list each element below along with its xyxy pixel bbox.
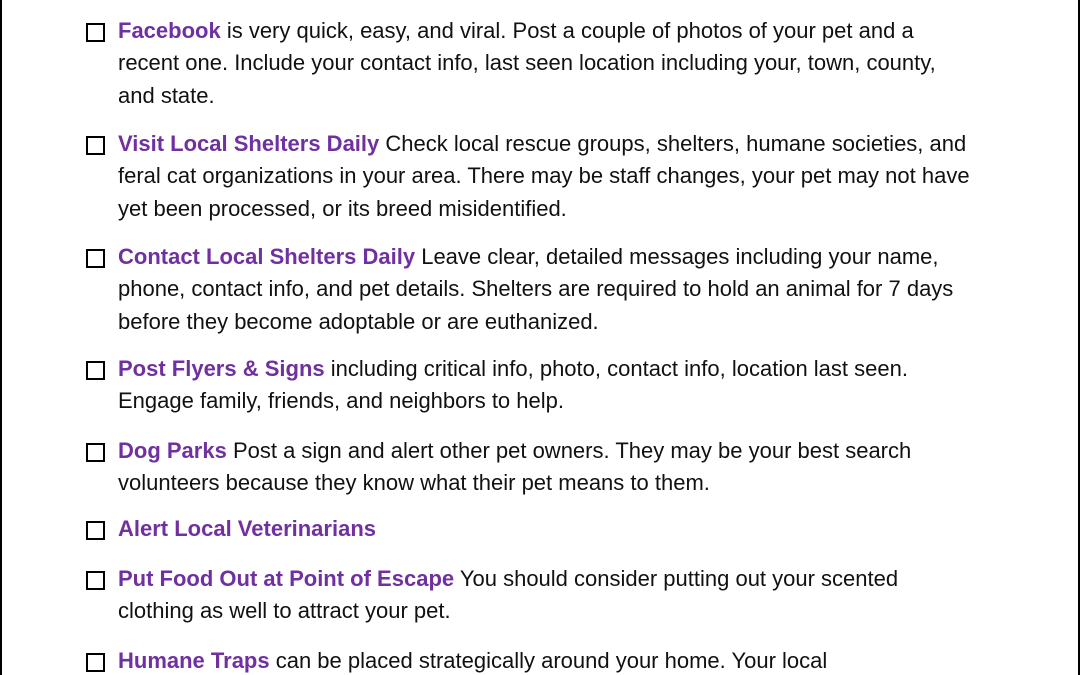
checklist-item-body: including critical info, photo, contact info, location last seen. Engage family, friends, and neighbors to help. bbox=[118, 356, 908, 414]
checklist-item-heading: Humane Traps bbox=[118, 648, 270, 673]
checklist-item-text bbox=[118, 241, 978, 338]
checklist-item-heading: Dog Parks bbox=[118, 438, 227, 463]
checklist-item-text bbox=[118, 353, 978, 418]
checklist-item-text bbox=[118, 128, 978, 225]
checklist-item-heading: Alert Local Veterinarians bbox=[118, 516, 376, 541]
checklist-item-text bbox=[118, 435, 978, 500]
checklist-item-heading: Contact Local Shelters Daily bbox=[118, 244, 416, 269]
checklist-item-text bbox=[118, 513, 978, 545]
checkbox-icon[interactable] bbox=[86, 443, 105, 462]
checklist-item-body: is very quick, easy, and viral. Post a couple of photos of your pet and a recent one. Include your contact info, last seen location including your, town, county, and state. bbox=[118, 18, 936, 108]
checklist-item-body: can be placed strategically around your home. Your local bbox=[269, 648, 828, 673]
checklist-item-heading: Put Food Out at Point of Escape bbox=[118, 566, 455, 591]
checklist-item-body: Leave clear, detailed messages including your name, phone, contact info, and pet details. Shelters are required to hold an animal for 7 days before they become adoptable or are euthanized. bbox=[118, 244, 954, 334]
checklist-item-heading: Visit Local Shelters Daily bbox=[118, 131, 380, 156]
checkbox-icon[interactable] bbox=[86, 653, 105, 672]
checklist-item-body: Post a sign and alert other pet owners. They may be your best search volunteers because they know what their pet means to them. bbox=[118, 438, 912, 496]
checkbox-icon[interactable] bbox=[86, 249, 105, 268]
checkbox-icon[interactable] bbox=[86, 361, 105, 380]
checklist-item-heading: Post Flyers & Signs bbox=[118, 356, 325, 381]
checklist-item-body: Check local rescue groups, shelters, humane societies, and feral cat organizations in your area. There may be staff changes, your pet may not have yet been processed, or its breed misidentified. bbox=[118, 131, 970, 221]
checklist-item-text bbox=[118, 15, 978, 112]
checklist-item-text bbox=[118, 645, 978, 675]
checklist-item-text bbox=[118, 563, 978, 628]
checklist-item-body: You should consider putting out your scented clothing as well to attract your pet. bbox=[118, 566, 899, 624]
checkbox-icon[interactable] bbox=[86, 23, 105, 42]
checkbox-icon[interactable] bbox=[86, 521, 105, 540]
checkbox-icon[interactable] bbox=[86, 571, 105, 590]
checkbox-icon[interactable] bbox=[86, 136, 105, 155]
checklist-item-heading: Facebook bbox=[118, 18, 221, 43]
